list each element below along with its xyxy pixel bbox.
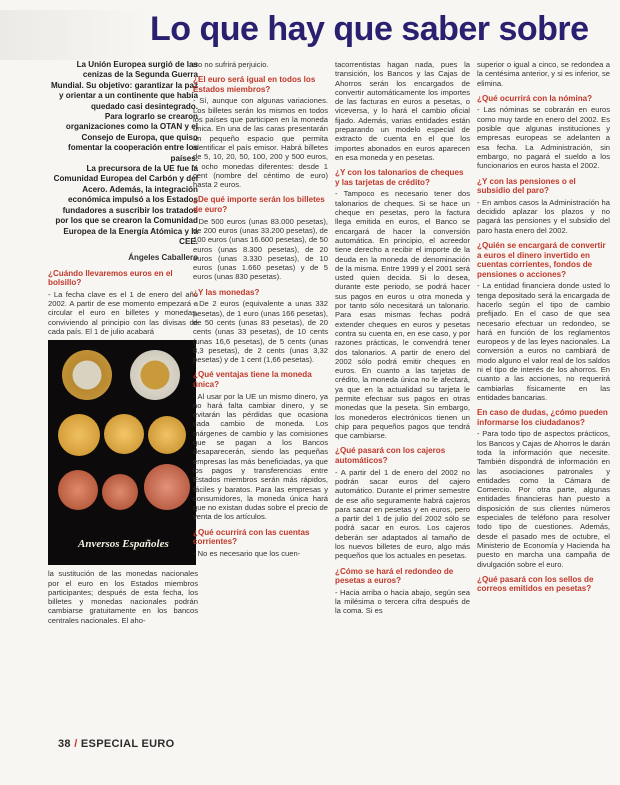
coin-10-cents (148, 416, 186, 454)
faded-header-image (0, 10, 150, 60)
column-4 (477, 60, 610, 596)
coin-1-euro (130, 350, 180, 400)
answer-paragraph: - Las nóminas se cobrarán en euros como muy tarde en enero del 2002. Es posible que algunas instituciones y empresas europeas se adelanten a esa fecha. La Administración, sin embargo, no pagará el sueldo a los funcionarios en euros hasta el 2002. (477, 105, 610, 171)
question-heading: ¿Cómo se hará el redondeo de pesetas a euros? (335, 566, 454, 586)
question-heading: ¿Quién se encargará de convertir a euros el dinero invertido en cuentas corrientes, fondos de pensiones o acciones? (477, 240, 606, 279)
section-name: ESPECIAL EURO (80, 738, 175, 750)
question-heading: ¿Qué ocurrirá con las cuentas corrientes? (193, 527, 310, 547)
page-headline: Lo que hay que saber sobre (150, 10, 589, 48)
coin-1-cent (144, 464, 190, 510)
column-1 (48, 60, 198, 626)
coin-50-cents (58, 414, 100, 456)
answer-paragraph: - La entidad financiera donde usted lo tenga depositado será la encargada de hacerlo según el tipo de cambio prefijado. En el caso de que sea necesario efectuar un redondeo, se hará en función de los reglamentos europeos y de las leyes nacionales. La conversión a euros no cambiará de modo alguno el valor real de los saldos ni el tipo de interés de los ahorros. En cuanto a las acciones, no requerirá cambiarlas físicamente en las entidades bancarias. (477, 281, 610, 402)
coin-5-cents (58, 470, 98, 510)
question-heading: En caso de dudas, ¿cómo pueden informarse los ciudadanos? (477, 408, 608, 427)
answer-paragraph: - De 2 euros (equivalente a unas 332 pesetas), de 1 euro (unas 166 pesetas), de 50 cents (unas 83 pesetas), de 20 cents (unas 33 pesetas), de 10 cents (unas 16,6 pesetas), de 5 cents (unas 8,3 pesetas), de 2 cents (unas 3,32 pesetas) y de 1 cent (1,66 pesetas). (193, 299, 328, 365)
question-heading: ¿Qué pasará con los sellos de correos emitidos en pesetas? (477, 574, 594, 594)
answer-paragraph: - Para todo tipo de aspectos prácticos, los Bancos y Cajas de Ahorros le darán toda la información que necesite. También dispondrá de información en las asociaciones patronales y entidades como la Cámara de Comercio. Por otra parte, algunas entidades financieras han puesto a disposición de sus clientes números especiales de teléfono para resolver todo tipo de cuestiones. Además, desde el pasado mes de octubre, el Ministerio de Economía y Hacienda ha puesto en marcha una campaña de divulgación sobre el euro. (477, 429, 610, 569)
page-number: 38 (58, 738, 71, 750)
answer-paragraph: la sustitución de las monedas nacionales por el euro en los Estados miembros participantes; después de esta fecha, los billetes y monedas nacionales podrán cambiarse gratuitamente en los bancos centrales nacionales. El aho- (48, 569, 198, 625)
intro-paragraph: La Unión Europea surgió de las cenizas de la Segunda Guerra Mundial. Su objetivo: garantizar la paz y orientar a un continente que había quedado casi desintegrado. (50, 60, 198, 111)
column-2 (193, 60, 328, 559)
intro-paragraph: La precursora de la UE fue la Comunidad Europea del Carbón y del Acero. Además, la integración económica impulsó a los Estados fundadores a suscribir los tratados por los que se crearon la Comunidad Europea de la Energía Atómica y la CEE. (53, 164, 198, 246)
question-heading: ¿De qué importe serán los billetes de euro? (193, 195, 325, 215)
page-footer (58, 738, 174, 750)
intro-block (48, 60, 198, 247)
answer-paragraph: superior o igual a cinco, se redondea a la centésima anterior, y si es inferior, se elimina. (477, 60, 610, 88)
column-3 (335, 60, 470, 617)
answer-paragraph: - La fecha clave es el 1 de enero del año 2002. A partir de ese momento empezará a circular el euro en billetes y monedas, conviviendo al principio con las divisas de cada país. El 1 de julio acabará (48, 289, 198, 336)
intro-paragraph: Para lograrlo se crearon organizaciones como la OTAN y el Consejo de Europa, que quiso fomentar la cooperación entre los países. (65, 112, 198, 163)
question-heading: ¿Qué ventajas tiene la moneda única? (193, 370, 312, 389)
answer-paragraph: - De 500 euros (unas 83.000 pesetas), de 200 euros (unas 33.200 pesetas), de 100 euros (unas 16.600 pesetas), de 50 euros (unas 8.300 pesetas), de 20 euros (unas 3.330 pesetas), de 10 euros (unas 1.660 pesetas) y de 5 euros (unas 830 pesetas). (193, 216, 328, 282)
answer-paragraph: - Sí, aunque con algunas variaciones. Los billetes serán los mismos en todos los países que participen en la moneda única. En una de las caras presentarán un pequeño espacio que permita identificar el país emisor. Habrá billetes de 5, 10, 20, 50, 100, 200 y 500 euros, y ocho monedas diferentes: desde 1 cent (nombre del céntimo de euro) hasta 2 euros. (193, 96, 328, 190)
question-heading: ¿Y las monedas? (193, 287, 260, 297)
coin-2-euro (62, 350, 112, 400)
footer-separator: / (74, 738, 78, 750)
answer-paragraph: - Hacia arriba o hacia abajo, según sea la milésima o tercera cifra después de la coma. Si es (335, 587, 470, 616)
question-heading: ¿Y con los talonarios de cheques y las tarjetas de crédito? (335, 168, 464, 187)
answer-paragraph: - En ambos casos la Administración ha decidido aplazar los plazos y no pagará las pensiones y el subsidio del paro hasta enero del 2002. (477, 197, 610, 235)
author-byline: Ángeles Caballero (128, 253, 198, 263)
answer-paragraph: - No es necesario que los cuen- (193, 548, 301, 558)
question-heading: ¿Cuándo llevaremos euros en el bolsillo? (48, 268, 173, 288)
coin-20-cents (104, 414, 144, 454)
question-heading: ¿Y con las pensiones o el subsidio del paro? (477, 176, 576, 196)
answer-paragraph: - Tampoco es necesario tener dos talonarios de cheques. Si se hace un cheque en pesetas, pero la factura llega emitida en euros, el Banco se encargará de hacer la conversión automática. En principio, el acreedor tiene derecho a recibir el importe de la deuda en la moneda de denominación de la misma. Entre 1999 y el 2001 será usted quien decida. Si lo desea, durante este periodo, se podrá hacer sus pagos en euros u otra moneda y por tanto sólo necesitará un talonario. Para esas mismas fechas podrá extender cheques en euros y pesetas contra su cuenta en, en ese caso, y por razones prácticas, le convendrá tener dos talonarios. A partir de enero del 2002 sólo podrá emitir cheques en euros. En cuanto a las tarjetas de crédito, la moneda única no le afectará, ya que en la actualidad su tarjeta le permite efectuar sus pagos en otras monedas que la peseta. Sin embargo, los monederos electrónicos tienen un chip para pequeños pagos que tendrá que cambiarse. (335, 189, 470, 441)
photo-caption: Anversos Españoles (78, 538, 169, 551)
answer-paragraph: - A partir del 1 de enero del 2002 no podrán sacar euros del cajero automático. Durante el primer semestre de ese año seguramente habrá cajeros para sacar en pesetas y en euros, pero a partir del 1 de julio del 2002 sólo se podrá sacar en euros. Los cajeros deberán ser adaptados al tamaño de los nuevos billetes de euro, algo más pequeños que los actuales en pesetas. (335, 467, 470, 561)
question-heading: ¿El euro será igual en todos los Estados miembros? (193, 75, 316, 94)
answer-paragraph: rro no sufrirá perjuicio. (193, 60, 269, 69)
answer-paragraph: - Al usar por la UE un mismo dinero, ya no hará falta cambiar dinero, y se evitarán las pérdidas que ocasiona cada cambio de moneda. Los márgenes de cambio y las comisiones que se pagan a los Bancos desaparecerán, siendo las pequeñas empresas las más beneficiadas, ya que los pagos y transferencias entre Estados miembros serán más rápidos, fáciles y baratos. Para las empresas y consumidores, la moneda única hará que no existan dudas sobre el precio de venta de los artículos. (193, 391, 328, 522)
euro-coins-photo (48, 340, 196, 565)
question-heading: ¿Qué pasará con los cajeros automáticos? (335, 446, 446, 466)
answer-paragraph: tacorrentistas hagan nada, pues la transición, los Bancos y las Cajas de Ahorros serán los encargados de convertir automáticamente los importes de las facturas en euros a pesetas, o viceversa, y lo hará el cambio oficial fijado. Además, varias entidades están preparando un modelo especial de extracto de cuenta en el que los importes abonados en euros aparecen en esa moneda y en pesetas. (335, 60, 470, 162)
coin-2-cents (102, 474, 138, 510)
question-heading: ¿Qué ocurrirá con la nómina? (477, 93, 593, 103)
